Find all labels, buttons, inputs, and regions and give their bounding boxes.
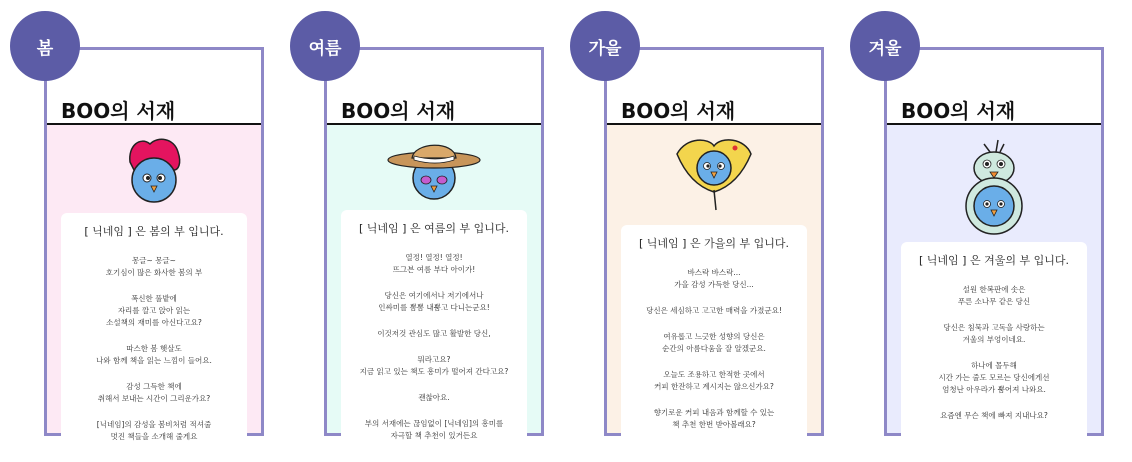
card-summer xyxy=(324,47,544,440)
autumn-paragraph: 여유롭고 느긋한 성향의 당신은 순간의 아름다움을 잘 알겠군요. xyxy=(662,332,766,353)
summer-paragraph: 당신은 여기에서나 저기에서나 인싸미를 뽐뽐 내뿜고 다니는군요! xyxy=(378,291,490,312)
badge-spring-label: 봄 xyxy=(36,38,54,59)
summer-description-panel xyxy=(341,210,527,443)
badge-summer-label: 여름 xyxy=(308,38,342,59)
brand-logo: BOO의 서재 xyxy=(341,99,456,123)
brand-underline xyxy=(47,123,261,125)
spring-headline: [ 닉네임 ] 은 봄의 부 입니다. xyxy=(84,225,224,238)
spring-paragraph: 따스한 봄 햇살도 나와 함께 책을 읽는 느낌이 들어요. xyxy=(96,344,212,365)
badge-autumn xyxy=(570,11,640,81)
spring-bird-icon xyxy=(124,136,184,206)
winter-description-panel xyxy=(901,242,1087,443)
card-autumn xyxy=(604,47,824,436)
autumn-paragraph: 향기로운 커피 내음과 함께할 수 있는 책 추천 한번 받아볼래요? xyxy=(653,408,775,429)
summer-paragraph: 이것저것 관심도 많고 활발한 당신, xyxy=(377,329,491,338)
summer-paragraph: 열정! 열정! 열정! 뜨그븐 여름 부다 아이가! xyxy=(392,253,476,274)
card-spring xyxy=(44,47,264,441)
autumn-ginkgo-bird-icon xyxy=(669,132,759,212)
spring-paragraph: 감성 그득한 책에 취해서 보내는 시간이 그리운가요? xyxy=(97,382,211,403)
brand-underline xyxy=(887,123,1101,125)
autumn-headline: [ 닉네임 ] 은 가을의 부 입니다. xyxy=(639,237,789,250)
winter-headline: [ 닉네임 ] 은 겨울의 부 입니다. xyxy=(919,254,1069,267)
summer-paragraph: 부의 서재에는 끊임없이 [닉네임]의 흥미를 자극할 책 추천이 있거든요 xyxy=(364,419,504,440)
spring-paragraph: 폭신한 풀밭에 자리를 깔고 앉아 읽는 소설책의 재미를 아신다고요? xyxy=(106,294,202,327)
brand-logo: BOO의 서재 xyxy=(61,99,176,123)
autumn-paragraph: 오늘도 조용하고 한적한 곳에서 커피 한잔하고 계시지는 않으신가요? xyxy=(654,370,774,391)
summer-bird-hat-icon xyxy=(384,134,484,206)
brand-logo: BOO의 서재 xyxy=(621,99,736,123)
spring-paragraph: [닉네임]의 감성을 봄비처럼 적셔줄 멋진 책들을 소개해 줄게요 xyxy=(96,420,212,441)
summer-headline: [ 닉네임 ] 은 여름의 부 입니다. xyxy=(359,222,509,235)
spring-description-panel xyxy=(61,213,247,443)
summer-paragraph: 괜찮아요. xyxy=(418,393,450,402)
winter-paragraph: 요즘엔 무슨 책에 빠져 지내나요? xyxy=(940,411,1048,420)
badge-winter-label: 겨울 xyxy=(868,38,902,59)
summer-paragraph: 뭐라고요? 지금 읽고 있는 책도 흥미가 떨어져 간다고요? xyxy=(359,355,509,376)
card-winter xyxy=(884,47,1104,436)
brand-logo: BOO의 서재 xyxy=(901,99,1016,123)
badge-winter xyxy=(850,11,920,81)
badge-summer xyxy=(290,11,360,81)
winter-snowman-bird-icon xyxy=(954,136,1034,236)
autumn-description-panel xyxy=(621,225,807,443)
winter-paragraph: 당신은 침묵과 고독을 사랑하는 겨울의 부엉이네요. xyxy=(943,323,1045,344)
brand-underline xyxy=(327,123,541,125)
brand-underline xyxy=(607,123,821,125)
spring-paragraph: 몽글~ 몽글~ 호기심이 많은 화사한 봄의 부 xyxy=(105,256,203,277)
winter-paragraph: 설원 한복판에 솟은 푸른 소나무 같은 당신 xyxy=(957,285,1031,306)
badge-autumn-label: 가을 xyxy=(588,38,622,59)
autumn-paragraph: 당신은 세심하고 고고한 매력을 가졌군요! xyxy=(646,306,782,315)
autumn-paragraph: 바스락 바스락... 가을 감성 가득한 당신... xyxy=(674,268,754,289)
badge-spring xyxy=(10,11,80,81)
winter-paragraph: 하나에 몰두해 시간 가는 줄도 모르는 당신에게선 엄청난 아우라가 뿜어져 나와요. xyxy=(938,361,1050,394)
